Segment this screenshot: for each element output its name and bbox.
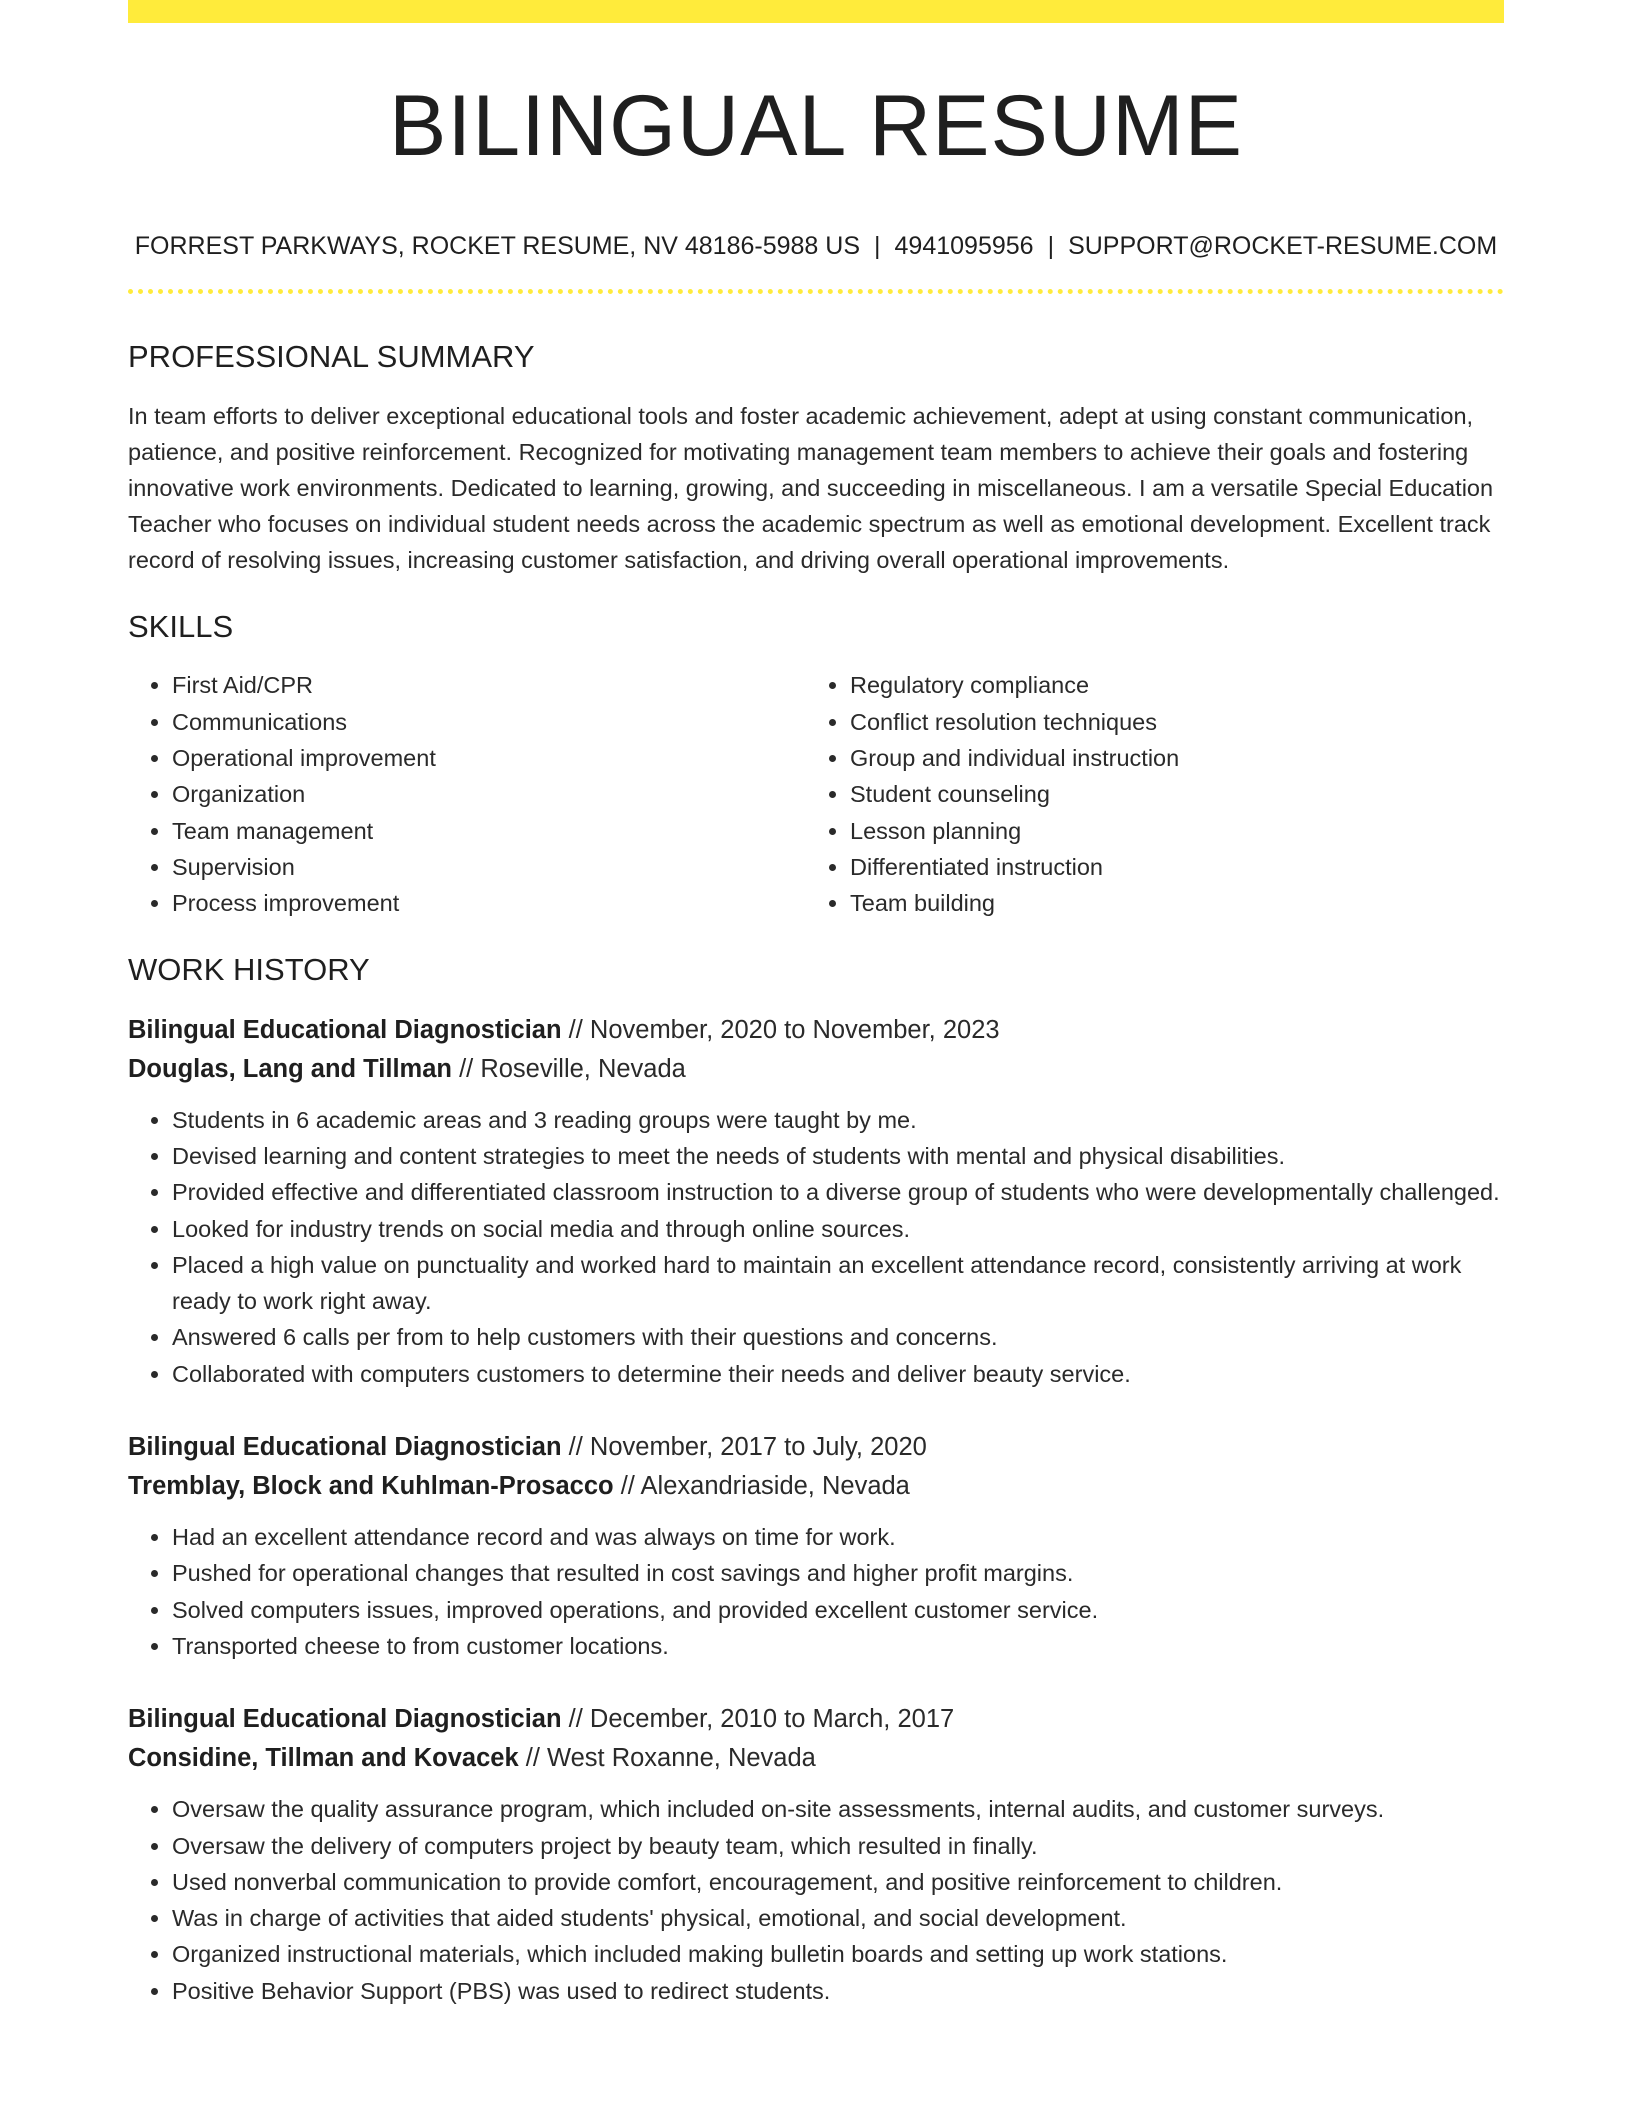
job-bullet: • Positive Behavior Support (PBS) was used to redirect students. — [172, 1973, 1504, 2009]
job-bullet: • Pushed for operational changes that resulted in cost savings and higher profit margins. — [172, 1555, 1504, 1591]
skills-heading: SKILLS — [128, 609, 234, 645]
job-title-line — [128, 1011, 1504, 1050]
skill-item: • Conflict resolution techniques — [850, 704, 1484, 740]
job-entry — [128, 1011, 1504, 1392]
job-dates: // November, 2020 to November, 2023 — [568, 1015, 1000, 1044]
skills-columns — [128, 667, 1504, 921]
job-bullets — [128, 1791, 1504, 2009]
job-company: Considine, Tillman and Kovacek — [128, 1744, 519, 1773]
skill-item: • Regulatory compliance — [850, 667, 1484, 703]
resume-page — [128, 0, 1504, 2009]
header-divider — [128, 289, 1504, 294]
job-dates: // December, 2010 to March, 2017 — [568, 1705, 955, 1734]
job-bullet: • Provided effective and differentiated classroom instruction to a diverse group of students who were developmentally challenged. — [172, 1174, 1504, 1210]
job-location: // Alexandriaside, Nevada — [620, 1472, 910, 1501]
skill-item: • Process improvement — [172, 885, 806, 921]
job-entry — [128, 1428, 1504, 1664]
skills-list-right — [806, 667, 1484, 921]
contact-separator: | — [874, 232, 881, 260]
job-bullet: • Devised learning and content strategies to meet the needs of students with mental and physical disabilities. — [172, 1138, 1504, 1174]
job-bullet: • Used nonverbal communication to provide comfort, encouragement, and positive reinforcement to children. — [172, 1864, 1504, 1900]
skill-item: • Student counseling — [850, 776, 1484, 812]
job-bullet: • Solved computers issues, improved operations, and provided excellent customer service. — [172, 1592, 1504, 1628]
job-bullet: • Oversaw the delivery of computers project by beauty team, which resulted in finally. — [172, 1828, 1504, 1864]
work-history-heading: WORK HISTORY — [128, 952, 370, 988]
job-company: Douglas, Lang and Tillman — [128, 1054, 452, 1083]
job-entry — [128, 1700, 1504, 2009]
job-bullet: • Organized instructional materials, which included making bulletin boards and setting up work stations. — [172, 1936, 1504, 1972]
skill-item: • Communications — [172, 704, 806, 740]
work-history-list — [128, 1011, 1504, 2009]
job-company-line — [128, 1050, 1504, 1089]
job-bullet: • Was in charge of activities that aided students' physical, emotional, and social development. — [172, 1900, 1504, 1936]
job-company: Tremblay, Block and Kuhlman-Prosacco — [128, 1472, 614, 1501]
job-bullets — [128, 1102, 1504, 1392]
top-accent-bar — [128, 0, 1504, 23]
skill-item: • Lesson planning — [850, 813, 1484, 849]
skill-item: • Group and individual instruction — [850, 740, 1484, 776]
summary-heading: PROFESSIONAL SUMMARY — [128, 339, 535, 374]
job-bullet: • Looked for industry trends on social media and through online sources. — [172, 1211, 1504, 1247]
contact-phone: 4941095956 — [894, 232, 1034, 260]
contact-email: SUPPORT@ROCKET-RESUME.COM — [1068, 232, 1498, 260]
skill-item: • Organization — [172, 776, 806, 812]
skill-item: • Differentiated instruction — [850, 849, 1484, 885]
skill-item: • First Aid/CPR — [172, 667, 806, 703]
job-bullet: • Students in 6 academic areas and 3 reading groups were taught by me. — [172, 1102, 1504, 1138]
skill-item: • Team management — [172, 813, 806, 849]
resume-title: BILINGUAL RESUME — [389, 78, 1243, 174]
job-bullet: • Answered 6 calls per from to help customers with their questions and concerns. — [172, 1319, 1504, 1355]
job-company-line — [128, 1739, 1504, 1778]
job-bullet: • Placed a high value on punctuality and worked hard to maintain an excellent attendance record, consistently arriving at work ready to work right away. — [172, 1247, 1504, 1320]
job-title-line — [128, 1428, 1504, 1467]
job-bullet: • Collaborated with computers customers to determine their needs and deliver beauty service. — [172, 1356, 1504, 1392]
job-bullet: • Oversaw the quality assurance program, which included on-site assessments, internal audits, and customer surveys. — [172, 1791, 1504, 1827]
job-role: Bilingual Educational Diagnostician — [128, 1433, 562, 1462]
contact-line — [128, 231, 1504, 261]
skill-item: • Operational improvement — [172, 740, 806, 776]
job-title-line — [128, 1700, 1504, 1739]
skills-list-left — [128, 667, 806, 921]
summary-text: In team efforts to deliver exceptional educational tools and foster academic achievement, adept at using constant communication, patience, and positive reinforcement. Recognized for motivating management team members to achieve their goals and fostering innovative work environments. Dedicated to learning, growing, and succeeding in miscellaneous. I am a versatile Special Education Teacher who focuses on individual student needs across the academic spectrum as well as emotional development. Excellent track record of resolving issues, increasing customer satisfaction, and driving overall operational improvements. — [128, 403, 1494, 574]
job-bullet: • Had an excellent attendance record and was always on time for work. — [172, 1519, 1504, 1555]
job-bullet: • Transported cheese to from customer locations. — [172, 1628, 1504, 1664]
contact-address: FORREST PARKWAYS, ROCKET RESUME, NV 48186-5988 US — [134, 232, 861, 260]
job-role: Bilingual Educational Diagnostician — [128, 1705, 562, 1734]
contact-separator: | — [1047, 232, 1055, 260]
skill-item: • Supervision — [172, 849, 806, 885]
job-role: Bilingual Educational Diagnostician — [128, 1015, 562, 1044]
job-location: // Roseville, Nevada — [459, 1054, 686, 1083]
job-location: // West Roxanne, Nevada — [525, 1744, 816, 1773]
job-bullets — [128, 1519, 1504, 1664]
job-company-line — [128, 1467, 1504, 1506]
skill-item: • Team building — [850, 885, 1484, 921]
job-dates: // November, 2017 to July, 2020 — [568, 1433, 927, 1462]
